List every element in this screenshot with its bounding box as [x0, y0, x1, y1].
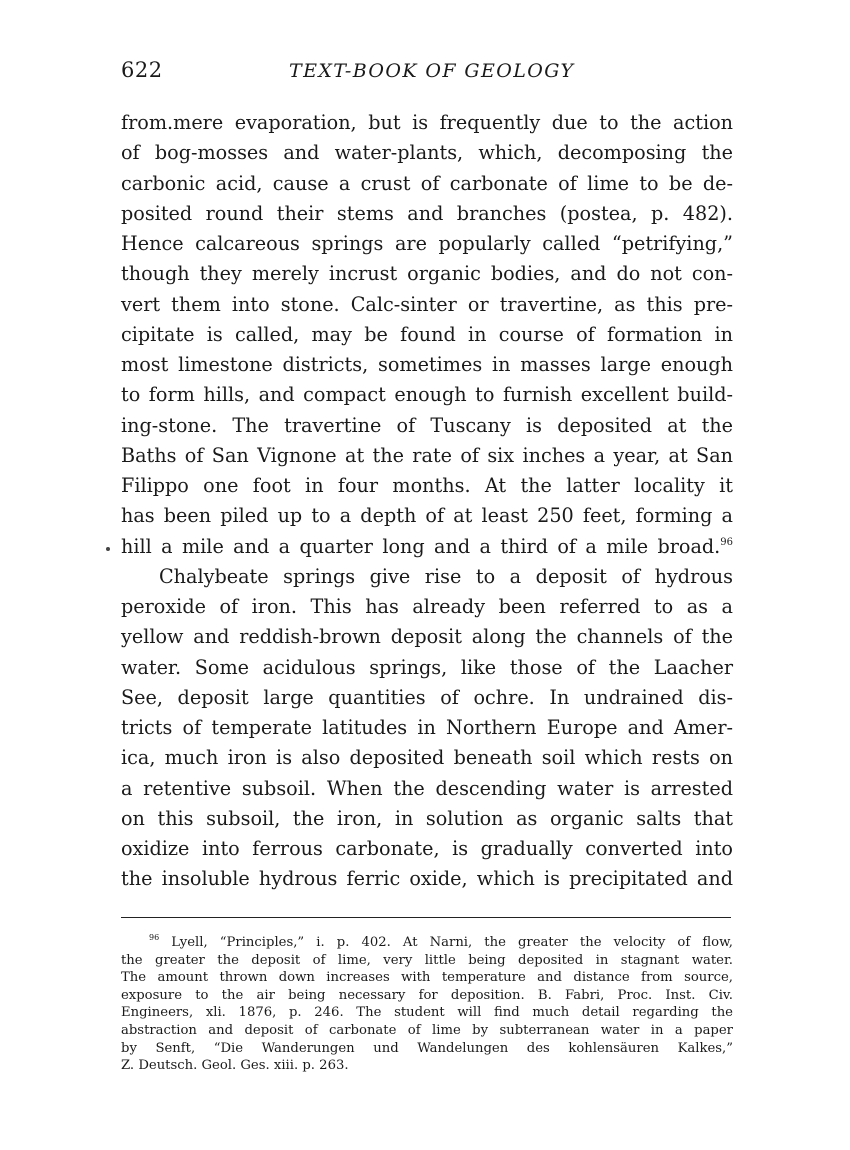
footnote-line: by Senft, “Die Wanderungen und Wandelungen des kohlensäuren Kalkes,” [121, 1040, 733, 1056]
body-line: of bog-mosses and water-plants, which, decomposing the [121, 141, 733, 165]
body-line: Filippo one foot in four months. At the latter locality it [121, 474, 733, 497]
body-line: a retentive subsoil. When the descending water is arrested [121, 776, 733, 800]
page-header [121, 58, 733, 88]
footnote-text: Lyell, “Principles,” i. p. 402. At Narni, the greater the velocity of flow, [171, 935, 733, 950]
body-line: oxidize into ferrous carbonate, is gradually converted into [121, 837, 733, 860]
footnote-line: Z. Deutsch. Geol. Ges. xiii. p. 263. [121, 1058, 349, 1074]
body-line: vert them into stone. Calc-sinter or travertine, as this pre- [121, 292, 733, 316]
body-line: on this subsoil, the iron, in solution as organic salts that [121, 806, 733, 830]
body-line: peroxide of iron. This has already been referred to as a [121, 595, 733, 618]
body-line-text: hill a mile and a quarter long and a third of a mile broad. [121, 534, 721, 558]
margin-dot [106, 547, 110, 551]
page-number: 622 [121, 58, 163, 82]
body-line: most limestone districts, sometimes in masses large enough [121, 353, 733, 376]
body-line: tricts of temperate latitudes in Northern Europe and Amer- [121, 716, 733, 739]
body-line-with-footnote [121, 532, 733, 562]
footnotes [121, 934, 733, 1075]
body-line: carbonic acid, cause a crust of carbonate of lime to be de- [121, 171, 733, 195]
footnote-line: abstraction and deposit of carbonate of lime by subterranean water in a paper [121, 1022, 733, 1038]
body-line: water. Some acidulous springs, like those of the Laacher [121, 655, 733, 679]
body-line: yellow and reddish-brown deposit along the channels of the [121, 625, 733, 649]
body-line: to form hills, and compact enough to furnish excellent build- [121, 383, 733, 407]
footnote-line: exposure to the air being necessary for deposition. B. Fabri, Proc. Inst. Civ. [121, 987, 733, 1003]
paragraph-start-line: Chalybeate springs give rise to a deposit of hydrous [159, 564, 733, 588]
body-line: the insoluble hydrous ferric oxide, which is precipitated and [121, 867, 733, 891]
footnote-line [121, 934, 733, 952]
body-line: Baths of San Vignone at the rate of six inches a year, at San [121, 443, 733, 467]
body-line: ing-stone. The travertine of Tuscany is deposited at the [121, 413, 733, 437]
running-head: TEXT-BOOK OF GEOLOGY [289, 60, 575, 82]
body-line: from.mere evaporation, but is frequently due to the action [121, 111, 733, 134]
body-text [121, 108, 733, 895]
body-line: cipitate is called, may be found in course of formation in [121, 322, 733, 346]
body-line: Hence calcareous springs are popularly called “petrifying,” [121, 232, 733, 255]
footnote-divider [121, 917, 731, 918]
body-line: posited round their stems and branches (postea, p. 482). [121, 201, 733, 225]
body-line: See, deposit large quantities of ochre. In undrained dis- [121, 685, 733, 709]
footnote-reference: 96 [720, 536, 733, 548]
footnote-number: 96 [149, 933, 160, 942]
body-line: though they merely incrust organic bodies, and do not con- [121, 262, 733, 286]
footnote-line: Engineers, xli. 1876, p. 246. The student will find much detail regarding the [121, 1005, 733, 1021]
footnote-line: The amount thrown down increases with temperature and distance from source, [121, 970, 733, 986]
footnote-line: the greater the deposit of lime, very little being deposited in stagnant water. [121, 952, 733, 968]
body-line: has been piled up to a depth of at least 250 feet, forming a [121, 504, 733, 528]
body-line: ica, much iron is also deposited beneath soil which rests on [121, 746, 733, 770]
